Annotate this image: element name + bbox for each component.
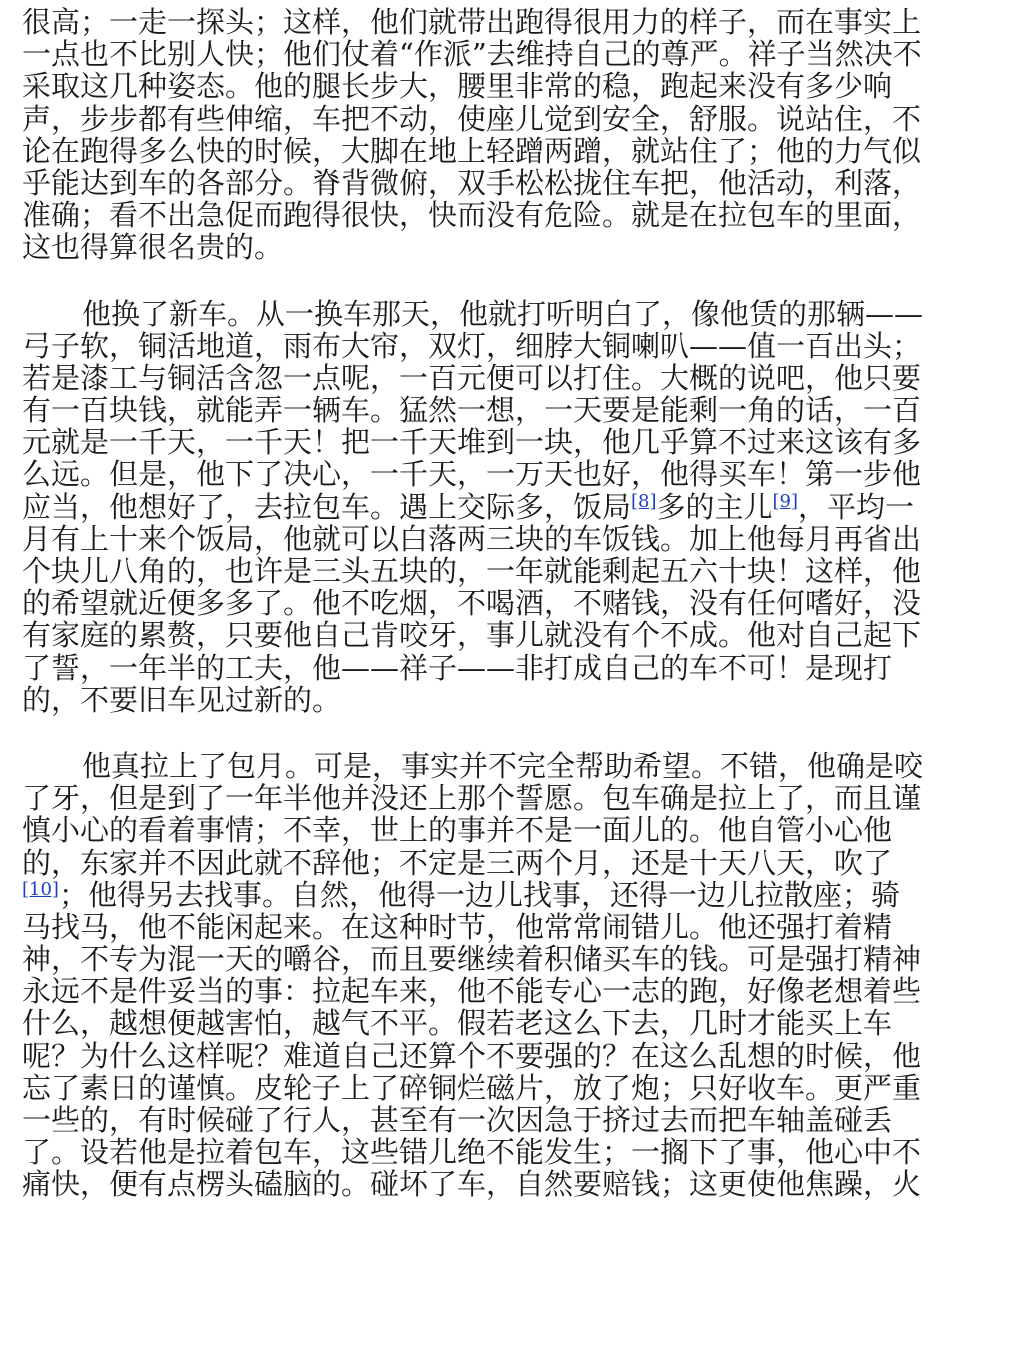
- text-segment: 弓子软，铜活地道，雨布大帘，双灯，细脖大铜喇叭——值一百出头；: [22, 329, 922, 362]
- text-segment: ；他得另去找事。自然，他得一边儿找事，还得一边儿拉散座；骑: [58, 878, 900, 911]
- text-segment: 了。设若他是拉着包车，这些错儿绝不能发生；一搁下了事，他心中不: [22, 1136, 922, 1169]
- text-line: [22, 199, 984, 231]
- text-segment: 元就是一千天，一千天！把一千天堆到一块，他几乎算不过来这该有多: [22, 426, 922, 459]
- text-segment: 论在跑得多么快的时候，大脚在地上轻蹭两蹭，就站住了；他的力气似: [22, 134, 922, 167]
- text-segment: 应当，他想好了，去拉包车。遇上交际多，饭局: [22, 490, 632, 523]
- paragraph: [22, 750, 984, 1201]
- text-line: [22, 426, 984, 458]
- text-segment: 的，东家并不因此就不辞他；不定是三两个月，还是十天八天，吹了: [22, 846, 893, 879]
- text-segment: 呢？为什么这样呢？难道自己还算个不要强的？在这么乱想的时候，他: [22, 1039, 922, 1072]
- text-line: [22, 458, 984, 490]
- text-segment: 一点也不比别人快；他们仗着“作派”去维持自己的尊严。祥子当然决不: [22, 38, 922, 71]
- text-line: [22, 1168, 984, 1200]
- footnote-link[interactable]: [10]: [22, 878, 59, 900]
- text-line: [22, 1072, 984, 1104]
- text-line: [22, 330, 984, 362]
- text-segment: 若是漆工与铜活含忽一点呢，一百元便可以打住。大概的说吧，他只要: [22, 361, 922, 395]
- text-line: [22, 911, 984, 943]
- text-line: [22, 523, 984, 555]
- text-line: [22, 231, 984, 263]
- text-segment: 月有上十来个饭局，他就可以白落两三块的车饭钱。加上他每月再省出: [22, 522, 922, 555]
- paragraph: [22, 6, 984, 264]
- text-segment: 声，步步都有些伸缩，车把不动，使座儿觉到安全，舒服。说站住，不: [22, 102, 922, 135]
- text-line: [22, 70, 984, 102]
- text-line: [22, 362, 984, 394]
- text-segment: 忘了素日的谨慎。皮轮子上了碎铜烂磁片，放了炮；只好收车。更严重: [22, 1071, 922, 1104]
- text-segment: 多的主儿: [656, 490, 773, 523]
- text-line: [22, 103, 984, 135]
- text-segment: 采取这几种姿态。他的腿长步大，腰里非常的稳，跑起来没有多少响: [22, 70, 893, 103]
- text-line: [22, 879, 984, 911]
- text-segment: 慎小心的看着事情；不幸，世上的事并不是一面儿的。他自管小心他: [22, 814, 893, 847]
- text-line: [22, 847, 984, 879]
- text-segment: ，平均一: [798, 490, 915, 523]
- text-line: [22, 298, 984, 330]
- text-segment: 他真拉上了包月。可是，事实并不完全帮助希望。不错，他确是咬: [82, 749, 924, 783]
- text-line: [22, 1007, 984, 1039]
- text-segment: 马找马，他不能闲起来。在这种时节，他常常闹错儿。他还强打着精: [22, 910, 893, 944]
- text-segment: 了誓，一年半的工夫，他——祥子——非打成自己的车不可！是现打: [22, 651, 893, 684]
- text-segment: 这也得算很名贵的。: [22, 231, 284, 264]
- text-segment: 乎能达到车的各部分。脊背微俯，双手松松拢住车把，他活动，利落，: [22, 166, 922, 200]
- footnote-link[interactable]: [9]: [772, 490, 799, 512]
- text-segment: 痛快，便有点楞头磕脑的。碰坏了车，自然要赔钱；这更使他焦躁，火: [22, 1168, 922, 1201]
- text-line: [22, 167, 984, 199]
- text-segment: 什么，越想便越害怕，越气不平。假若老这么下去，几时才能买上车: [22, 1007, 893, 1040]
- text-segment: 了牙，但是到了一年半他并没还上那个誓愿。包车确是拉上了，而且谨: [22, 782, 922, 815]
- text-segment: 的，不要旧车见过新的。: [22, 683, 342, 716]
- text-segment: 一些的，有时候碰了行人，甚至有一次因急于挤过去而把车轴盖碰丢: [22, 1104, 893, 1137]
- text-segment: 神，不专为混一天的嚼谷，而且要继续着积储买车的钱。可是强打精神: [22, 943, 922, 976]
- text-line: [22, 750, 984, 782]
- text-line: [22, 943, 984, 975]
- text-segment: 的希望就近便多多了。他不吃烟，不喝酒，不赌钱，没有任何嗜好，没: [22, 587, 922, 620]
- text-line: [22, 6, 984, 38]
- text-line: [22, 652, 984, 684]
- text-segment: 永远不是件妥当的事：拉起车来，他不能专心一志的跑，好像老想着些: [22, 975, 922, 1008]
- text-line: [22, 684, 984, 716]
- text-line: [22, 38, 984, 70]
- text-line: [22, 619, 984, 651]
- footnote-link[interactable]: [8]: [631, 490, 657, 512]
- text-line: [22, 1104, 984, 1136]
- paragraph: [22, 298, 984, 716]
- text-segment: 有家庭的累赘，只要他自己肯咬牙，事儿就没有个不成。他对自己起下: [22, 619, 922, 652]
- text-line: [22, 1040, 984, 1072]
- text-line: [22, 491, 984, 523]
- text-line: [22, 1136, 984, 1168]
- text-segment: 很高；一走一探头；这样，他们就带出跑得很用力的样子，而在事实上: [22, 6, 922, 39]
- text-line: [22, 587, 984, 619]
- text-line: [22, 555, 984, 587]
- document-page: [22, 0, 984, 1201]
- text-segment: 准确；看不出急促而跑得很快，快而没有危险。就是在拉包车的里面，: [22, 199, 922, 232]
- text-line: [22, 975, 984, 1007]
- text-line: [22, 782, 984, 814]
- text-segment: 他换了新车。从一换车那天，他就打听明白了，像他赁的那辆——: [82, 297, 924, 330]
- text-line: [22, 135, 984, 167]
- text-segment: 有一百块钱，就能弄一辆车。猛然一想，一天要是能剩一角的话，一百: [22, 394, 922, 427]
- text-line: [22, 394, 984, 426]
- text-segment: 么远。但是，他下了决心，一千天，一万天也好，他得买车！第一步他: [22, 458, 922, 491]
- text-line: [22, 814, 984, 846]
- text-segment: 个块儿八角的，也许是三头五块的，一年就能剩起五六十块！这样，他: [22, 555, 922, 588]
